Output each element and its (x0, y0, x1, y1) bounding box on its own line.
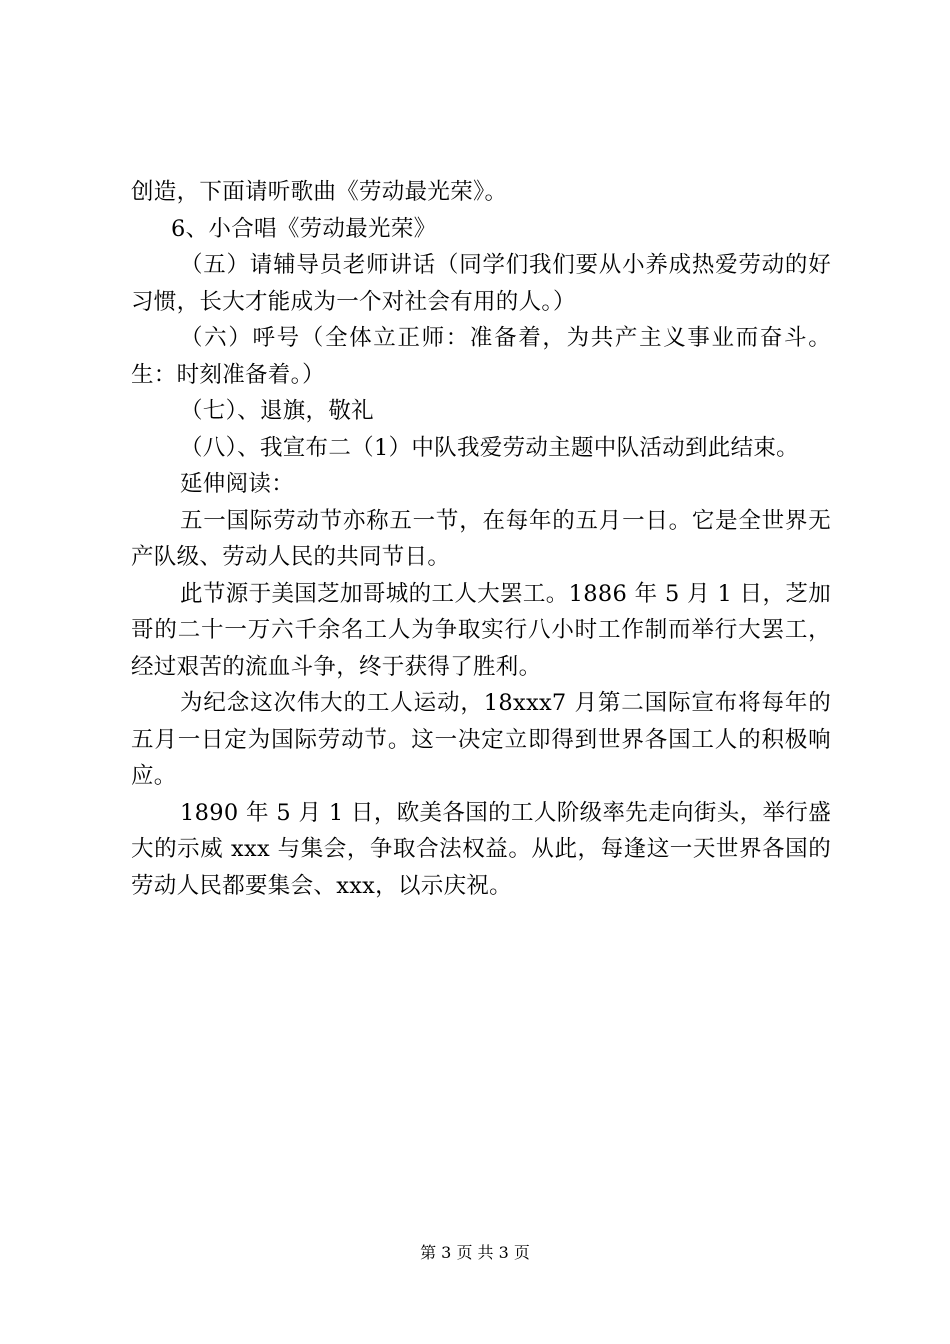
paragraph-1890-demonstration: 1890 年 5 月 1 日，欧美各国的工人阶级率先走向街头，举行盛大的示威 xxx 与集会，争取合法权益。从此，每逢这一天世界各国的劳动人民都要集会、xxx，以示庆祝。 (131, 799, 831, 899)
paragraph-continuation: 创造，下面请听歌曲《劳动最光荣》。 (131, 179, 508, 205)
page-footer: 第 3 页 共 3 页 (420, 1243, 530, 1262)
paragraph-may-day-intro: 五一国际劳动节亦称五一节，在每年的五月一日。它是全世界无产队级、劳动人民的共同节日。 (131, 507, 831, 570)
paragraph-chicago-strike: 此节源于美国芝加哥城的工人大罢工。1886 年 5 月 1 日，芝加哥的二十一万六千余名工人为争取实行八小时工作制而举行大罢工，经过艰苦的流血斗争，终于获得了胜利。 (131, 580, 831, 680)
paragraph-chorus-item: 6、小合唱《劳动最光荣》 (171, 215, 437, 242)
paragraph-second-international: 为纪念这次伟大的工人运动，18xxx7 月第二国际宣布将每年的五月一日定为国际劳动节。这一决定立即得到世界各国工人的积极响应。 (131, 690, 831, 789)
paragraph-counselor-speech: （五）请辅导员老师讲话（同学们我们要从小养成热爱劳动的好习惯，长大才能成为一个对社会有用的人。） (131, 252, 831, 315)
document-body (131, 174, 831, 904)
paragraph-slogan: （六）呼号（全体立正师：准备着，为共产主义事业而奋斗。生：时刻准备着。） (131, 325, 831, 388)
paragraph-retire-flag: （七）、退旗，敬礼 (180, 398, 374, 424)
paragraph-extended-reading-heading: 延伸阅读： (180, 471, 295, 497)
paragraph-closing: （八）、我宣布二（1）中队我爱劳动主题中队活动到此结束。 (180, 434, 799, 461)
